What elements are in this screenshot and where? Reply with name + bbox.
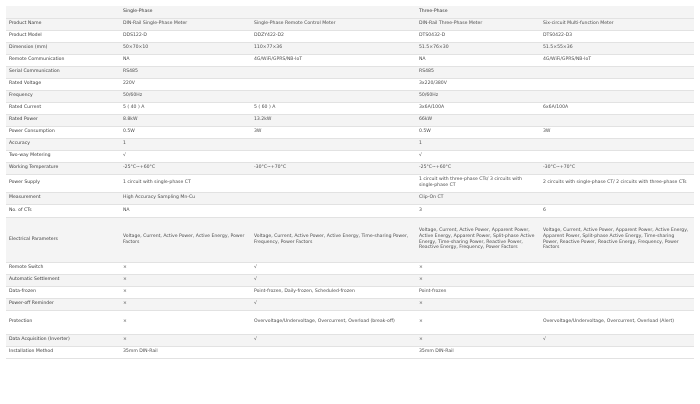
six-circuit-meter-cell: 2 circuits with single-phase CT/ 2 circuits with three-phase CTs xyxy=(540,174,694,192)
row-label: Working Temperature xyxy=(6,162,120,174)
six-circuit-meter-cell xyxy=(540,298,694,310)
three-phase-cell: 35mm DIN-Rail xyxy=(416,346,694,358)
table-row xyxy=(6,204,694,217)
din-rail-three-phase-cell: NA xyxy=(416,54,540,66)
row-label: Power-off Reminder xyxy=(6,298,120,310)
din-rail-single-phase-cell: × xyxy=(120,274,251,286)
six-circuit-meter-cell xyxy=(540,274,694,286)
table-row xyxy=(6,66,694,78)
din-rail-single-phase-cell: × xyxy=(120,286,251,298)
din-rail-single-phase-cell: × xyxy=(120,310,251,334)
remote-control-meter-cell: 4G/WiFi/GPRS/NB-IoT xyxy=(251,54,416,66)
comparison-table-container xyxy=(6,6,694,359)
din-rail-single-phase-cell: NA xyxy=(120,54,251,66)
din-rail-three-phase-cell: 1 circuit with three-phase CTs/ 3 circuits with single-phase CT xyxy=(416,174,540,192)
header-single-phase: Single-Phase xyxy=(120,6,416,18)
single-phase-cell: 35mm DIN-Rail xyxy=(120,346,416,358)
din-rail-single-phase-cell: × xyxy=(120,298,251,310)
row-label: Measurement xyxy=(6,192,120,204)
six-circuit-meter-cell: 3W xyxy=(540,126,694,138)
single-phase-cell: 50/60Hz xyxy=(120,90,416,102)
din-rail-single-phase-cell: 5 ( 40 ) A xyxy=(120,102,251,114)
din-rail-three-phase-cell: 0.5W xyxy=(416,126,540,138)
table-row xyxy=(6,90,694,102)
row-label: Installation Method xyxy=(6,346,120,358)
din-rail-three-phase-cell: Voltage, Current, Active Power, Apparent Power, Active Energy, Apparent Power, Split-phase Active Energy, Time-sharing Power, Reactive Power, Reactive Energy, Frequency, Power Factors xyxy=(416,217,540,262)
din-rail-three-phase-cell: 3x6A/100A xyxy=(416,102,540,114)
din-rail-three-phase-cell: × xyxy=(416,334,540,346)
remote-control-meter-cell: DDZY422-D2 xyxy=(251,30,416,42)
table-row xyxy=(6,346,694,358)
table-row xyxy=(6,138,694,150)
din-rail-single-phase-cell: 50×70×10 xyxy=(120,42,251,54)
table-row xyxy=(6,162,694,174)
table-row xyxy=(6,310,694,334)
row-label: Remote Communication xyxy=(6,54,120,66)
single-phase-cell: RS485 xyxy=(120,66,416,78)
din-rail-single-phase-cell: Voltage, Current, Active Power, Active Energy, Power Factors xyxy=(120,217,251,262)
six-circuit-meter-cell xyxy=(540,262,694,274)
table-row xyxy=(6,78,694,90)
three-phase-cell: 1 xyxy=(416,138,694,150)
din-rail-three-phase-cell: × xyxy=(416,298,540,310)
remote-control-meter-cell: √ xyxy=(251,298,416,310)
table-row xyxy=(6,102,694,114)
header-three-phase: Three-Phase xyxy=(416,6,694,18)
din-rail-three-phase-cell: 51.5×76×30 xyxy=(416,42,540,54)
din-rail-three-phase-cell: 66kW xyxy=(416,114,540,126)
table-row xyxy=(6,334,694,346)
din-rail-single-phase-cell: 0.5W xyxy=(120,126,251,138)
table-row xyxy=(6,286,694,298)
table-row xyxy=(6,54,694,66)
table-row xyxy=(6,18,694,30)
remote-control-meter-cell: √ xyxy=(251,274,416,286)
row-label: Data Acquisition (Inverter) xyxy=(6,334,120,346)
remote-control-meter-cell: √ xyxy=(251,334,416,346)
header-row xyxy=(6,6,694,18)
din-rail-three-phase-cell: Point-frozen xyxy=(416,286,540,298)
din-rail-single-phase-cell: × xyxy=(120,262,251,274)
din-rail-three-phase-cell: × xyxy=(416,310,540,334)
din-rail-single-phase-cell: × xyxy=(120,334,251,346)
single-phase-cell: √ xyxy=(120,150,416,162)
row-label: Rated Current xyxy=(6,102,120,114)
row-label: Protection xyxy=(6,310,120,334)
six-circuit-meter-cell: 6x6A/100A xyxy=(540,102,694,114)
single-phase-cell: NA xyxy=(120,204,416,217)
six-circuit-meter-cell xyxy=(540,286,694,298)
row-label: Rated Voltage xyxy=(6,78,120,90)
row-label: Product Name xyxy=(6,18,120,30)
table-row xyxy=(6,114,694,126)
table-row xyxy=(6,298,694,310)
table-row xyxy=(6,30,694,42)
six-circuit-meter-cell: 6 xyxy=(540,204,694,217)
din-rail-single-phase-cell: DIN-Rail Single-Phase Meter xyxy=(120,18,251,30)
row-label: Product Model xyxy=(6,30,120,42)
six-circuit-meter-cell: DTS0422-D3 xyxy=(540,30,694,42)
six-circuit-meter-cell: Voltage, Current, Active Power, Apparent Power, Active Energy, Apparent Power, Split-phase Active Energy, Time-sharing Power, Reactive Power, Reactive Energy, Frequency, Power Factors xyxy=(540,217,694,262)
single-phase-cell: 220V xyxy=(120,78,416,90)
header-blank-cell xyxy=(6,6,120,18)
remote-control-meter-cell: Overvoltage/Undervoltage, Overcurrent, Overload (break-off) xyxy=(251,310,416,334)
remote-control-meter-cell: Single-Phase Remote Control Meter xyxy=(251,18,416,30)
din-rail-single-phase-cell: 8.8kW xyxy=(120,114,251,126)
row-label: Power Supply xyxy=(6,174,120,192)
din-rail-single-phase-cell: -25°C~+60°C xyxy=(120,162,251,174)
table-row xyxy=(6,42,694,54)
row-label: Power Consumption xyxy=(6,126,120,138)
three-phase-cell: 3x220/380V xyxy=(416,78,694,90)
row-label: Rated Power xyxy=(6,114,120,126)
row-label: Two-way Metering xyxy=(6,150,120,162)
din-rail-three-phase-cell: DTS0432-D xyxy=(416,30,540,42)
remote-control-meter-cell: 5 ( 60 ) A xyxy=(251,102,416,114)
six-circuit-meter-cell: Overvoltage/Undervoltage, Overcurrent, Overload (Alert) xyxy=(540,310,694,334)
din-rail-three-phase-cell: × xyxy=(416,262,540,274)
single-phase-cell: 1 xyxy=(120,138,416,150)
row-label: Dimension (mm) xyxy=(6,42,120,54)
three-phase-cell: √ xyxy=(416,150,694,162)
three-phase-cell: 50/60Hz xyxy=(416,90,694,102)
row-label: Automatic Settlement xyxy=(6,274,120,286)
remote-control-meter-cell: 110×77×36 xyxy=(251,42,416,54)
remote-control-meter-cell: 13.2kW xyxy=(251,114,416,126)
remote-control-meter-cell: Point-frozen, Daily-frozen, Scheduled-frozen xyxy=(251,286,416,298)
row-label: Accuracy xyxy=(6,138,120,150)
table-row xyxy=(6,262,694,274)
din-rail-three-phase-cell: -25°C~+60°C xyxy=(416,162,540,174)
din-rail-single-phase-cell: DDS122-D xyxy=(120,30,251,42)
row-label: Electrical Parameters xyxy=(6,217,120,262)
remote-control-meter-cell: 3W xyxy=(251,126,416,138)
six-circuit-meter-cell xyxy=(540,114,694,126)
table-row xyxy=(6,150,694,162)
din-rail-three-phase-cell: × xyxy=(416,274,540,286)
remote-control-meter-cell: -30°C~+70°C xyxy=(251,162,416,174)
six-circuit-meter-cell: 4G/WiFi/GPRS/NB-IoT xyxy=(540,54,694,66)
six-circuit-meter-cell: 51.5×55×36 xyxy=(540,42,694,54)
six-circuit-meter-cell: -30°C~+70°C xyxy=(540,162,694,174)
row-label: Serial Communication xyxy=(6,66,120,78)
table-row xyxy=(6,174,694,192)
single-phase-cell: 1 circuit with single-phase CT xyxy=(120,174,416,192)
din-rail-three-phase-cell: 3 xyxy=(416,204,540,217)
six-circuit-meter-cell: Six-circuit Multi-function Meter xyxy=(540,18,694,30)
product-comparison-table xyxy=(6,6,694,359)
din-rail-three-phase-cell: DIN-Rail Three-Phase Meter xyxy=(416,18,540,30)
table-row xyxy=(6,126,694,138)
table-row xyxy=(6,217,694,262)
row-label: Data-frozen xyxy=(6,286,120,298)
row-label: No. of CTs xyxy=(6,204,120,217)
single-phase-cell: High Accuracy Sampling Mn-Cu xyxy=(120,192,416,204)
three-phase-cell: Clip-On CT xyxy=(416,192,694,204)
remote-control-meter-cell: √ xyxy=(251,262,416,274)
three-phase-cell: RS485 xyxy=(416,66,694,78)
row-label: Frequency xyxy=(6,90,120,102)
row-label: Remote Switch xyxy=(6,262,120,274)
remote-control-meter-cell: Voltage, Current, Active Power, Active Energy, Time-sharing Power, Frequency, Power Factors xyxy=(251,217,416,262)
table-row xyxy=(6,192,694,204)
six-circuit-meter-cell: √ xyxy=(540,334,694,346)
table-row xyxy=(6,274,694,286)
